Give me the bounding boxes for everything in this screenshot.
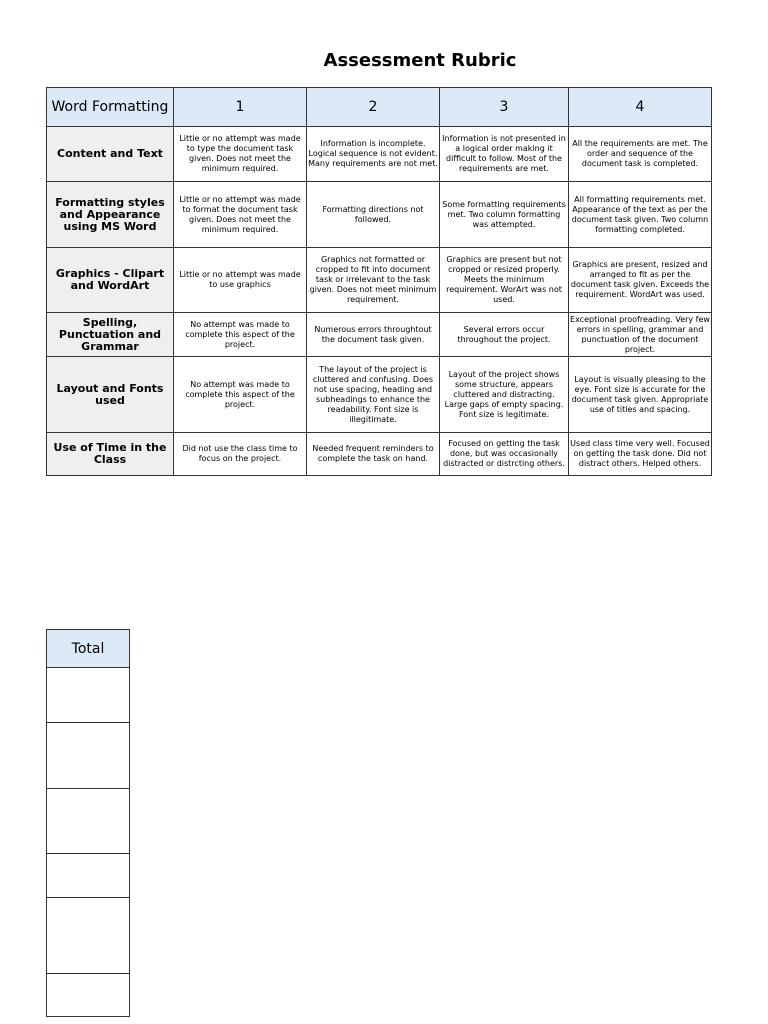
rubric-row-time [47,433,712,476]
rubric-table [46,87,712,476]
criterion-label: Use of Time in the Class [47,433,174,476]
rubric-cell: Exceptional proofreading. Very few errors in spelling, grammar and punctuation of the document project. [569,313,712,357]
total-header-row [47,630,130,668]
criterion-label: Graphics - Clipart and WordArt [47,248,174,313]
rubric-cell: Layout is visually pleasing to the eye. Font size is accurate for the document task given. Appropriate use of titles and spacing. [569,357,712,433]
rubric-cell: No attempt was made to complete this aspect of the project. [174,357,307,433]
level-header-3: 3 [440,88,569,127]
rubric-cell: Layout of the project shows some structure, appears cluttered and distracting. Large gaps of empty spacing. Font size is legitimate. [440,357,569,433]
page-title: Assessment Rubric [323,50,517,71]
rubric-row-graphics [47,248,712,313]
level-header-2: 2 [307,88,440,127]
rubric-cell: Some formatting requirements met. Two column formatting was attempted. [440,182,569,248]
criterion-label: Content and Text [47,127,174,182]
rubric-cell: Little or no attempt was made to type the document task given. Does not meet the minimum required. [174,127,307,182]
rubric-cell: Used class time very well. Focused on getting the task done. Did not distract others. Helped others. [569,433,712,476]
rubric-cell: All the requirements are met. The order and sequence of the document task is completed. [569,127,712,182]
rubric-cell: Little or no attempt was made to use graphics [174,248,307,313]
rubric-row-layout [47,357,712,433]
level-header-1: 1 [174,88,307,127]
total-score-cell [47,898,130,974]
rubric-cell: Graphics are present but not cropped or resized properly. Meets the minimum requirement. WorArt was not used. [440,248,569,313]
rubric-row-content [47,127,712,182]
rubric-header-row [47,88,712,127]
total-score-cell [47,723,130,789]
rubric-cell: Formatting directions not followed. [307,182,440,248]
rubric-cell: Did not use the class time to focus on the project. [174,433,307,476]
rubric-corner-header: Word Formatting [47,88,174,127]
rubric-cell: Little or no attempt was made to format the document task given. Does not meet the minimum required. [174,182,307,248]
total-score-cell [47,668,130,723]
rubric-cell: The layout of the project is cluttered and confusing. Does not use spacing, heading and subheadings to enhance the readability. Font size is illegitimate. [307,357,440,433]
rubric-cell: Numerous errors throughtout the document task given. [307,313,440,357]
rubric-row-spelling [47,313,712,357]
rubric-cell: Graphics not formatted or cropped to fit into document task or irrelevant to the task given. Does not meet minimum requirement. [307,248,440,313]
total-header: Total [47,630,130,668]
level-header-4: 4 [569,88,712,127]
rubric-cell: Needed frequent reminders to complete the task on hand. [307,433,440,476]
total-score-cell [47,789,130,854]
criterion-label: Spelling, Punctuation and Grammar [47,313,174,357]
rubric-cell: Several errors occur throughout the project. [440,313,569,357]
criterion-label: Layout and Fonts used [47,357,174,433]
rubric-cell: No attempt was made to complete this aspect of the project. [174,313,307,357]
total-score-cell [47,974,130,1017]
rubric-row-formatting [47,182,712,248]
rubric-cell: Focused on getting the task done, but was occasionally distracted or distrcting others. [440,433,569,476]
criterion-label: Formatting styles and Appearance using MS Word [47,182,174,248]
rubric-cell: All formatting requirements met. Appearance of the text as per the document task given. Two column formatting completed. [569,182,712,248]
total-table [46,629,130,1017]
rubric-cell: Information is not presented in a logical order making it difficult to follow. Most of the requirements are met. [440,127,569,182]
rubric-cell: Graphics are present, resized and arranged to fit as per the document task given. Exceeds the requirement. WordArt was used. [569,248,712,313]
total-score-cell [47,854,130,898]
rubric-cell: Information is incomplete. Logical sequence is not evident. Many requirements are not met. [307,127,440,182]
